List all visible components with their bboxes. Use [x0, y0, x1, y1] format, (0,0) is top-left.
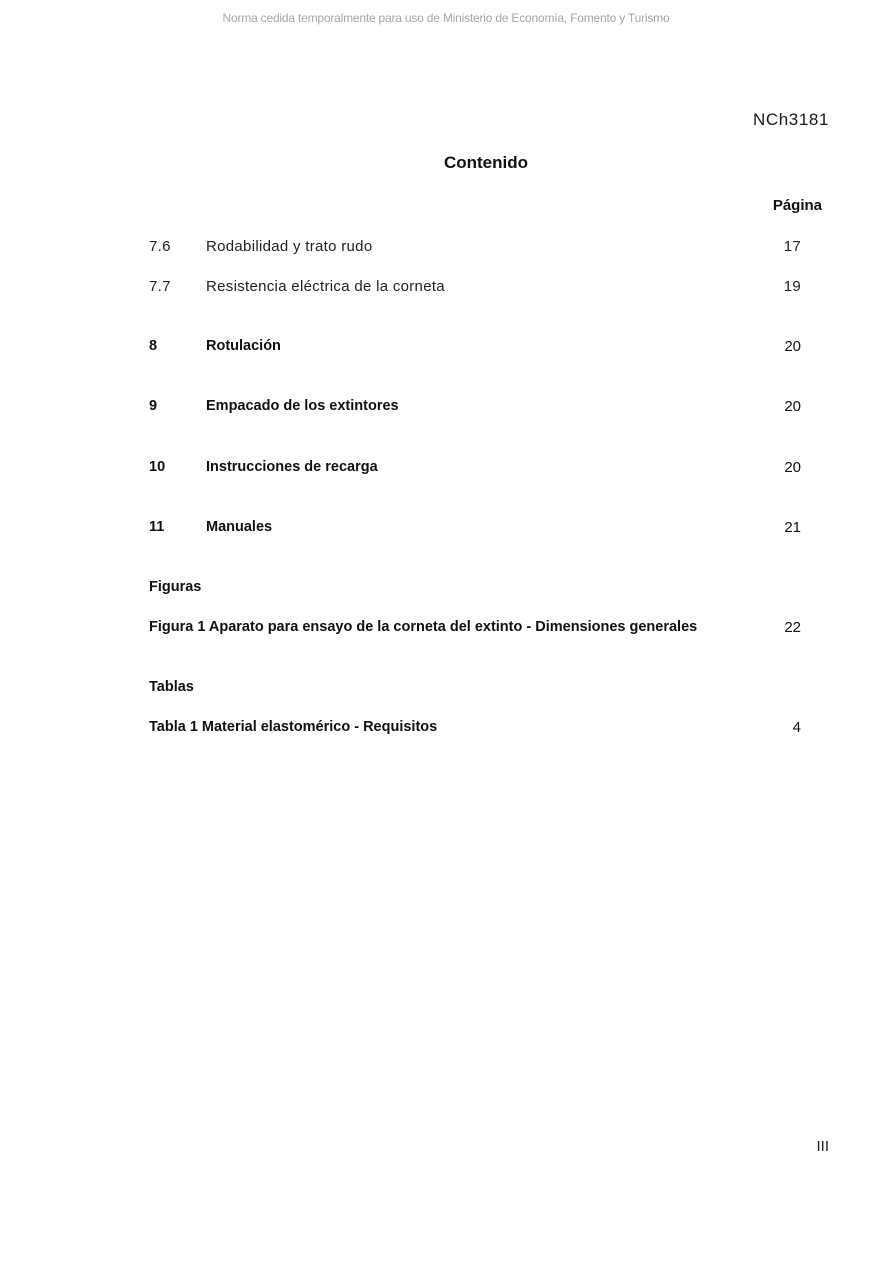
toc-entry-page: 20 [784, 398, 801, 415]
figures-section-label: Figuras [149, 579, 202, 595]
toc-entry-number: 7.7 [149, 278, 171, 295]
toc-entry [149, 398, 801, 418]
toc-entry-page: 19 [783, 278, 801, 295]
toc-entry-page: 17 [783, 238, 801, 255]
table-entry-title: Tabla 1 Material elastomérico - Requisitos [149, 719, 438, 735]
tables-section-label: Tablas [149, 679, 194, 695]
figure-entry-title: Figura 1 Aparato para ensayo de la corneta del extinto - Dimensiones generales [149, 619, 698, 635]
toc-entry-number: 9 [149, 398, 158, 414]
toc-entry-title: Rodabilidad y trato rudo [206, 238, 373, 255]
toc-entry [149, 519, 801, 539]
figure-entry-page: 22 [784, 619, 801, 636]
toc-entry-title: Manuales [206, 519, 273, 535]
table-entry-page: 4 [792, 719, 801, 736]
toc-entry-page: 20 [784, 338, 801, 355]
watermark: Norma cedida temporalmente para uso de Ministerio de Economía, Fomento y Turismo [222, 11, 670, 25]
toc-title: Contenido [443, 153, 529, 172]
toc-entry [149, 238, 801, 258]
toc-entry-title: Empacado de los extintores [206, 398, 399, 414]
page-column-header: Página [772, 197, 822, 214]
toc-entry [149, 459, 801, 479]
toc-entry-number: 10 [149, 459, 166, 475]
toc-entry-title: Instrucciones de recarga [206, 459, 378, 475]
toc-entry-title: Rotulación [206, 338, 281, 354]
toc-entry-number: 7.6 [149, 238, 171, 255]
toc-entry [149, 278, 801, 298]
toc-entry [149, 338, 801, 358]
toc-entry-number: 8 [149, 338, 158, 354]
toc-entry-page: 21 [784, 519, 801, 536]
page-number: III [816, 1138, 829, 1155]
toc-entry-number: 11 [149, 519, 165, 535]
document-code: NCh3181 [752, 110, 829, 129]
toc-entry-page: 20 [784, 459, 801, 476]
toc-entry-title: Resistencia eléctrica de la corneta [206, 278, 445, 295]
